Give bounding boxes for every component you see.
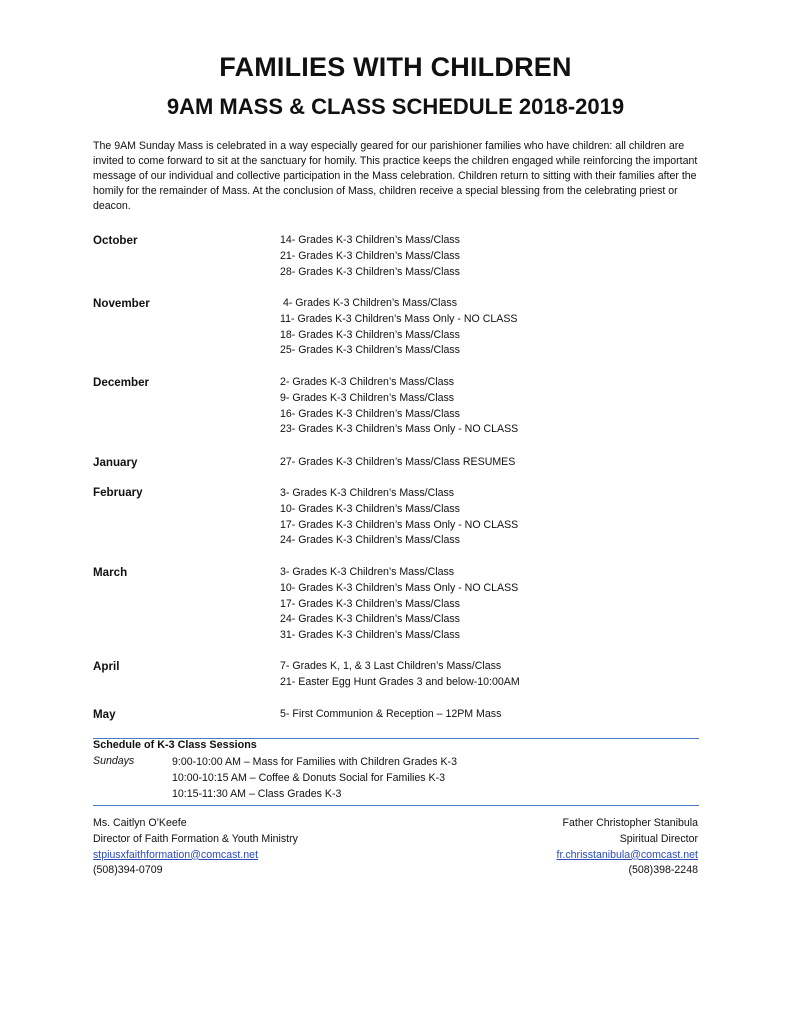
schedule-entry: 5- First Communion & Reception – 12PM Mass bbox=[280, 708, 502, 720]
contact-role: Spiritual Director bbox=[619, 832, 698, 845]
schedule-entry: 14- Grades K-3 Children’s Mass/Class bbox=[280, 234, 460, 246]
schedule-entry: 25- Grades K-3 Children’s Mass/Class bbox=[280, 344, 460, 357]
april-entries bbox=[280, 659, 520, 691]
session-item: 10:00-10:15 AM – Coffee & Donuts Social for Families K-3 bbox=[172, 772, 446, 785]
schedule-entry: 21- Grades K-3 Children’s Mass/Class bbox=[280, 249, 460, 262]
schedule-entry: 17- Grades K-3 Children’s Mass Only - NO CLASS bbox=[280, 518, 519, 531]
contact-name: Ms. Caitlyn O’Keefe bbox=[93, 817, 187, 829]
contact-email-link[interactable]: fr.chrisstanibula@comcast.net bbox=[556, 848, 698, 861]
schedule-entry: 16- Grades K-3 Children’s Mass/Class bbox=[280, 407, 460, 420]
session-item: 10:15-11:30 AM – Class Grades K-3 bbox=[172, 788, 342, 801]
schedule-entry: 17- Grades K-3 Children’s Mass/Class bbox=[280, 597, 460, 610]
month-november: November bbox=[93, 297, 150, 310]
schedule-entry: 24- Grades K-3 Children’s Mass/Class bbox=[280, 613, 460, 626]
month-january: January bbox=[93, 456, 138, 469]
contact-block-right bbox=[557, 816, 698, 879]
schedule-entry: 7- Grades K, 1, & 3 Last Children’s Mass/Class bbox=[280, 660, 502, 672]
month-december: December bbox=[93, 376, 150, 389]
schedule-entry: 18- Grades K-3 Children’s Mass/Class bbox=[280, 328, 460, 341]
schedule-entry: 2- Grades K-3 Children’s Mass/Class bbox=[280, 376, 455, 388]
schedule-entry: 10- Grades K-3 Children’s Mass/Class bbox=[280, 502, 460, 515]
contact-name: Father Christopher Stanibula bbox=[562, 817, 698, 829]
october-entries bbox=[280, 233, 460, 280]
footer-divider bbox=[93, 805, 699, 806]
schedule-entry: 4- Grades K-3 Children’s Mass/Class bbox=[280, 297, 458, 309]
schedule-entry: 11- Grades K-3 Children’s Mass Only - NO CLASS bbox=[280, 312, 518, 325]
month-october: October bbox=[93, 234, 138, 247]
page-subtitle: 9AM MASS & CLASS SCHEDULE 2018-2019 bbox=[166, 94, 625, 119]
class-sessions-heading: Schedule of K-3 Class Sessions bbox=[93, 739, 257, 751]
contact-email-link[interactable]: stpiusxfaithformation@comcast.net bbox=[93, 848, 259, 861]
month-february: February bbox=[93, 486, 143, 499]
month-april: April bbox=[93, 660, 120, 673]
sessions-day-label: Sundays bbox=[93, 755, 135, 767]
contact-phone: (508)398-2248 bbox=[628, 864, 698, 877]
intro-paragraph: The 9AM Sunday Mass is celebrated in a way especially geared for our parishioner families who have children: all children are invited to come forward to sit at the sanctuary for homily. This practice keeps the children engaged while reinforcing the important message of our individual and collective participation in the Mass celebration. Children return to sitting with their families after the homily for the remainder of Mass. At the conclusion of Mass, children receive a special blessing from the celebrating priest or deacon. bbox=[93, 140, 698, 213]
schedule-entry: 23- Grades K-3 Children’s Mass Only - NO CLASS bbox=[280, 423, 519, 436]
session-item: 9:00-10:00 AM – Mass for Families with Children Grades K-3 bbox=[172, 756, 457, 768]
may-entries bbox=[280, 707, 501, 723]
page-title: FAMILIES WITH CHILDREN bbox=[219, 52, 572, 82]
schedule-entry: 31- Grades K-3 Children’s Mass/Class bbox=[280, 629, 460, 642]
schedule-entry: 10- Grades K-3 Children’s Mass Only - NO CLASS bbox=[280, 581, 519, 594]
sessions-list bbox=[172, 754, 457, 803]
schedule-entry: 27- Grades K-3 Children’s Mass/Class RESUMES bbox=[280, 456, 516, 468]
schedule-entry: 28- Grades K-3 Children’s Mass/Class bbox=[280, 265, 460, 278]
contact-block-left bbox=[93, 816, 298, 879]
schedule-entry: 3- Grades K-3 Children’s Mass/Class bbox=[280, 487, 455, 499]
contact-role: Director of Faith Formation & Youth Ministry bbox=[93, 832, 298, 845]
schedule-entry: 24- Grades K-3 Children’s Mass/Class bbox=[280, 534, 460, 547]
february-entries bbox=[280, 486, 518, 549]
january-entries bbox=[280, 455, 515, 471]
november-entries bbox=[280, 296, 517, 359]
december-entries bbox=[280, 375, 518, 438]
schedule-entry: 21- Easter Egg Hunt Grades 3 and below-10:00AM bbox=[280, 675, 520, 688]
month-may: May bbox=[93, 708, 116, 721]
schedule-entry: 9- Grades K-3 Children’s Mass/Class bbox=[280, 391, 455, 404]
schedule-entry: 3- Grades K-3 Children’s Mass/Class bbox=[280, 566, 455, 578]
month-march: March bbox=[93, 566, 128, 579]
march-entries bbox=[280, 565, 518, 644]
contact-phone: (508)394-0709 bbox=[93, 864, 163, 877]
